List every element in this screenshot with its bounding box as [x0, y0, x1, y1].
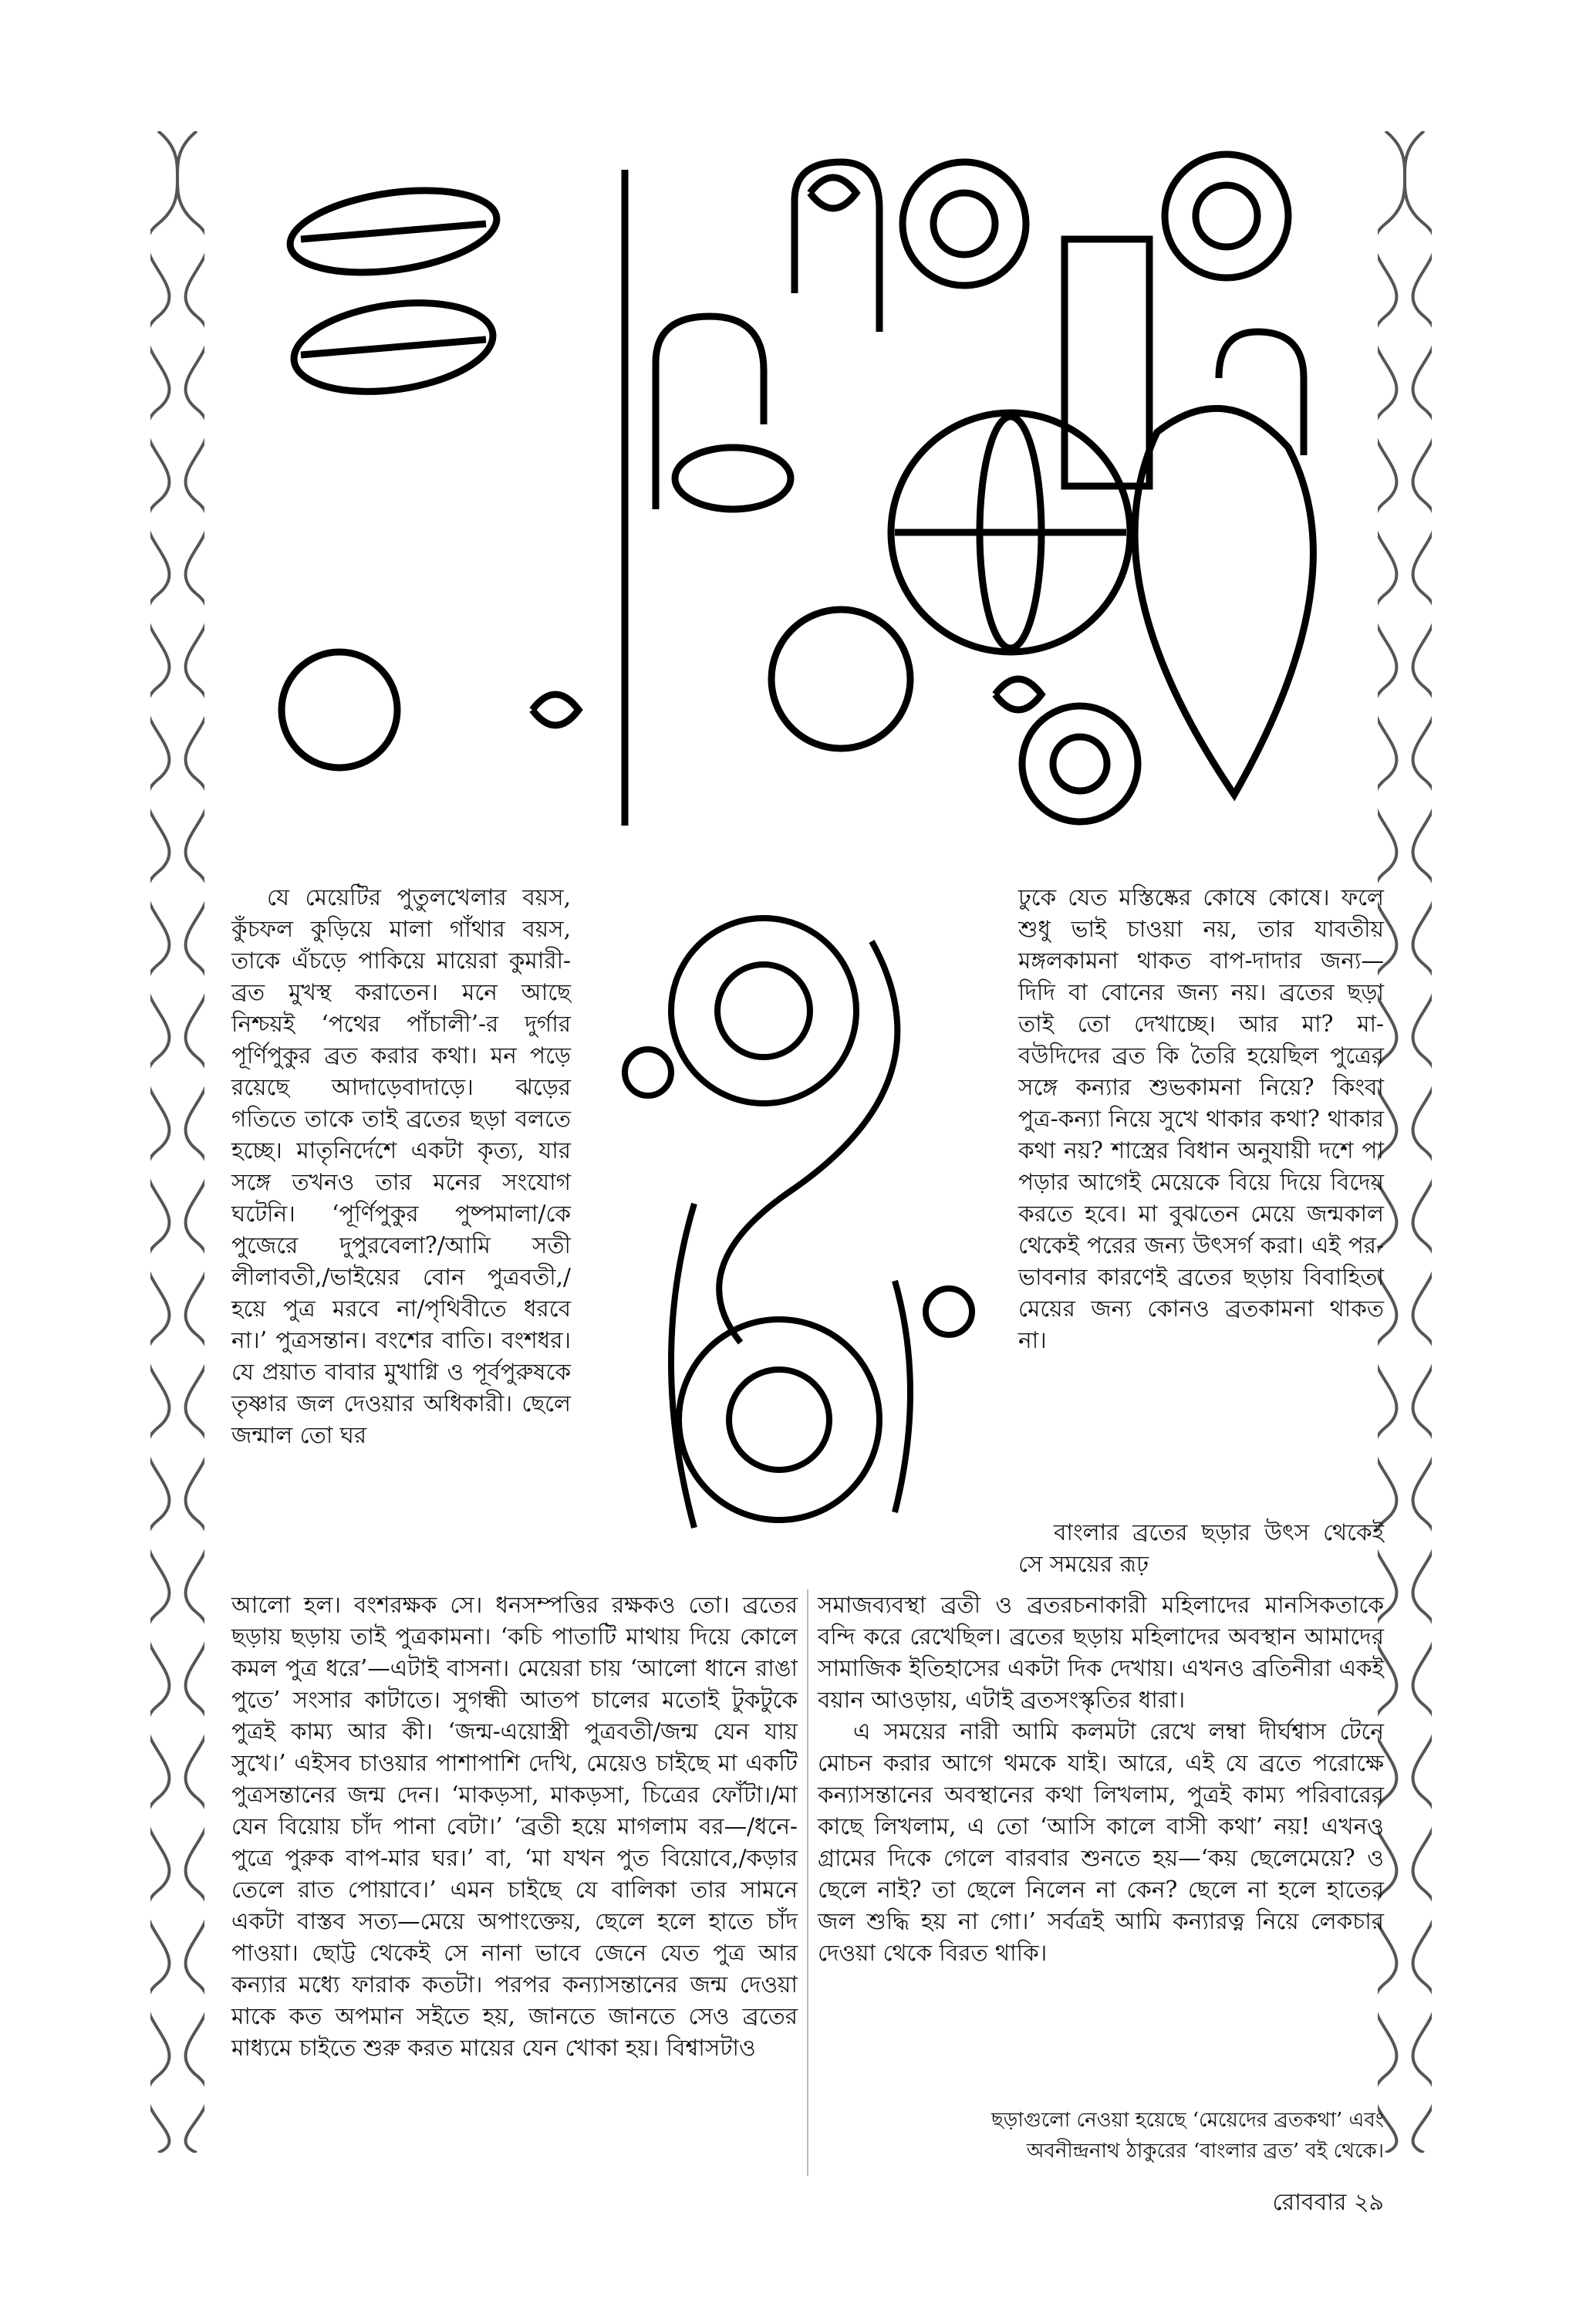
article-column-right-top	[1018, 882, 1384, 1356]
seed-motif	[675, 448, 791, 509]
small-flower-motif	[926, 1289, 972, 1335]
decorative-border-right	[1378, 131, 1432, 2153]
article-column-bottom-right	[818, 1589, 1384, 1969]
article-paragraph: এ সময়ের নারী আমি কলমটা রেখে লম্বা দীর্ঘশ্বাস টেনে মোচন করার আগে থমকে যাই। আরে, এই যে ব্রতে পরোক্ষে কন্যাসন্তানের অবস্থানের কথা লিখলাম, পুত্রই কাম্য পরিবারের কাছে লিখলাম, এ তো ‘আসি কালে বাসী কথা’ নয়! এখনও গ্রামের দিকে গেলে বারবার শুনতে হয়—‘কয় ছেলেমেয়ে? ও ছেলে নাই? তা ছেলে নিলেন না কেন? ছেলে না হলে হাতের জল শুদ্ধি হয় না গো।’ সর্বত্রই আমি কন্যারত্ন নিয়ে লেকচার দেওয়া থেকে বিরত থাকি।	[818, 1718, 1384, 1966]
article-paragraph: ঢুকে যেত মস্তিষ্কের কোষে কোষে। ফলে শুধু ভাই চাওয়া নয়, তার যাবতীয় মঙ্গলকামনা থাকত বাপ-দাদার জন্য—দিদি বা বোনের জন্য নয়। ব্রতের ছড়া তাই তো দেখাচ্ছে। আর মা? মা-বউদিদের ব্রত কি তৈরি হয়েছিল পুত্রের সঙ্গে কন্যার শুভকামনা নিয়ে? কিংবা পুত্র-কন্যা নিয়ে সুখে থাকার কথা? থাকার কথা নয়? শাস্ত্রের বিধান অনুযায়ী দশে পা পড়ার আগেই মেয়েকে বিয়ে দিয়ে বিদেয় করতে হবে। মা বুঝতেন মেয়ে জন্মকাল থেকেই পরের জন্য উৎসর্গ করা। এই পর-ভাবনার কারণেই ব্রতের ছড়ায় বিবাহিতা মেয়ের জন্য কোনও ব্রতকামনা থাকত না।	[1018, 884, 1384, 1353]
article-column-right-top-continued	[1018, 1517, 1384, 1580]
swirl-motif	[810, 177, 856, 208]
rose-motif	[1022, 706, 1138, 822]
swirl-motif	[532, 694, 579, 725]
rose-motif	[1165, 154, 1288, 278]
rose-motif	[903, 162, 1026, 285]
vine-motif	[671, 1204, 694, 1528]
hook-motif	[795, 162, 879, 332]
drop-motif	[771, 610, 910, 748]
hook-motif	[1219, 332, 1304, 455]
heart-leaf-motif	[1135, 408, 1313, 795]
swirl-motif	[995, 679, 1041, 710]
article-paragraph: আলো হল। বংশরক্ষক সে। ধনসম্পত্তির রক্ষকও তো। ব্রতের ছড়ায় ছড়ায় তাই পুত্রকামনা। ‘কচি পাতাটি মাথায় দিয়ে কোলে কমল পুত্র ধরে’—এটাই বাসনা। মেয়েরা চায় ‘আলো ধানে রাঙা পুতে’ সংসার কাটাতে। সুগন্ধী আতপ চালের মতোই টুকটুকে পুত্রই কাম্য আর কী। ‘জন্ম-এয়োস্ত্রী পুত্রবতী/জন্ম যেন যায় সুখে।’ এইসব চাওয়ার পাশাপাশি দেখি, মেয়েও চাইছে মা একটি পুত্রসন্তানের জন্ম দেন। ‘মাকড়সা, মাকড়সা, চিত্রের ফোঁটা।/মা যেন বিয়োয় চাঁদ পানা বেটা।’ ‘ব্রতী হয়ে মাগলাম বর—/ধনে-পুত্রে পুরুক বাপ-মার ঘর।’ বা, ‘মা যখন পুত বিয়োবে,/কড়ার তেলে রাত পোয়াবে।’ এমন চাইছে যে বালিকা তার সামনে একটা বাস্তব সত্য—মেয়ে অপাংক্তেয়, ছেলে হলে হাতে চাঁদ পাওয়া। ছোট্ট থেকেই সে নানা ভাবে জেনে যেত পুত্র আর কন্যার মধ্যে ফারাক কতটা। পরপর কন্যাসন্তানের জন্ম দেওয়া মাকে কত অপমান সইতে হয়, জানতে জানতে সেও ব্রতের মাধ্যমে চাইতে শুরু করত মায়ের যেন খোকা হয়। বিশ্বাসটাও	[231, 1592, 798, 2061]
lotus-motif	[679, 1319, 879, 1520]
flower-motif	[282, 652, 397, 768]
vine-motif	[895, 1281, 910, 1512]
small-flower-motif	[625, 1049, 671, 1096]
lotus-motif	[671, 918, 856, 1103]
column-divider	[807, 1589, 808, 2176]
article-paragraph: যে মেয়েটির পুতুলখেলার বয়স, কুঁচফল কুড়িয়ে মালা গাঁথার বয়স, তাকে এঁচড়ে পাকিয়ে মায়েরা কুমারী-ব্রত মুখস্থ করাতেন। মনে আছে নিশ্চয়ই ‘পথের পাঁচালী’-র দুর্গার পূর্ণিপুকুর ব্রত করার কথা। মন পড়ে রয়েছে আদাড়েবাদাড়ে। ঝড়ের গতিতে তাকে তাই ব্রতের ছড়া বলতে হচ্ছে। মাতৃনির্দেশে একটা কৃত্য, যার সঙ্গে তখনও তার মনের সংযোগ ঘটেনি। ‘পূর্ণিপুকুর পুষ্পমালা/কে পুজেরে দুপুরবেলা?/আমি সতী লীলাবতী,/ভাইয়ের বোন পুত্রবতী,/হয়ে পুত্র মরবে না/পৃথিবীতে ধরবে না।’ পুত্রসন্তান। বংশের বাতি। বংশধর। যে প্রয়াত বাবার মুখাগ্নি ও পূর্বপুরুষকে তৃষ্ণার জল দেওয়ার অধিকারী। ছেলে জন্মাল তো ঘর	[231, 884, 571, 1448]
page-footer: রোববার ২৯	[1272, 2189, 1384, 2216]
credits-line: ছড়াগুলো নেওয়া হয়েছে ‘মেয়েদের ব্রতকথা’ এবং	[991, 2109, 1384, 2132]
article-column-left-top	[231, 882, 571, 1451]
article-paragraph: বাংলার ব্রতের ছড়ার উৎস থেকেই সে সময়ের রূঢ়	[1018, 1519, 1384, 1577]
article-column-bottom-left	[231, 1589, 798, 2064]
decorative-border-left	[150, 131, 204, 2153]
alpona-flower-vine-illustration	[602, 880, 987, 1574]
article-paragraph: সমাজব্যবস্থা ব্রতী ও ব্রতরচনাকারী মহিলাদের মানসিকতাকে বন্দি করে রেখেছিল। ব্রতের ছড়ায় মহিলাদের অবস্থান আমাদের সামাজিক ইতিহাসের একটা দিক দেখায়। এখনও ব্রতিনীরা একই বয়ান আওড়ায়, এটাই ব্রতসংস্কৃতির ধারা।	[818, 1592, 1384, 1713]
source-credits	[841, 2105, 1384, 2167]
credits-line: অবনীন্দ্রনাথ ঠাকুরের ‘বাংলার ব্রত’ বই থেকে।	[1026, 2140, 1384, 2163]
pillar-motif	[1065, 239, 1149, 486]
alpona-motifs-illustration	[255, 147, 1350, 841]
